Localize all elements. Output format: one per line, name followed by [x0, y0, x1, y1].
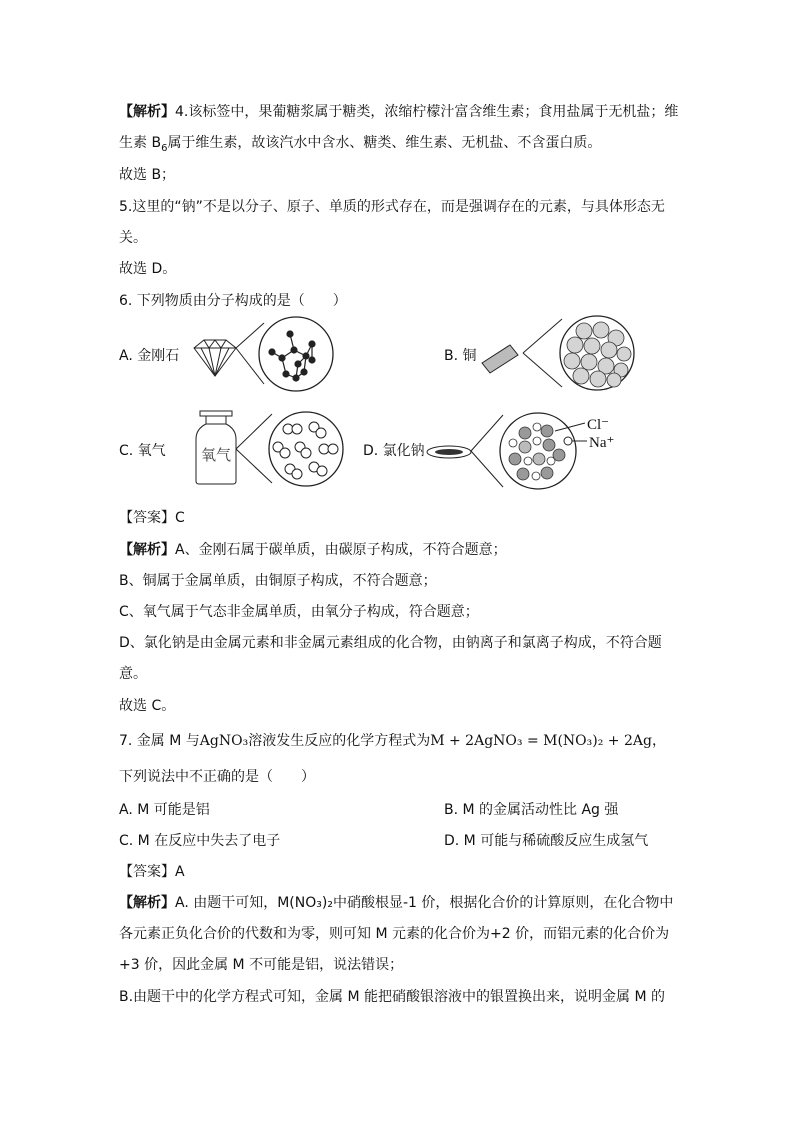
q6-answer: 【答案】C	[119, 510, 185, 526]
q7-reagent: AgNO₃	[199, 733, 249, 749]
q7-answer: 【答案】A	[119, 864, 185, 880]
q7-explanation-a3: +3 价，因此金属 M 不可能是铝，说法错误；	[119, 957, 404, 973]
q6-option-c-label: C. 氧气	[119, 443, 166, 459]
q6-option-b-label: B. 铜	[444, 348, 477, 364]
q6-explanation-b: B、铜属于金属单质，由铜原子构成，不符合题意；	[119, 573, 437, 589]
copper-diagram	[480, 317, 640, 397]
salt-dish-icon	[427, 446, 471, 458]
p1-line4: 5.这里的“钠”不是以分子、原子、单质的形式存在，而是强调存在的元素，与具体形态无	[119, 199, 665, 215]
q7-stem: 7. 金属 M 与AgNO₃溶液发生反应的化学方程式为M + 2AgNO₃ = M(NO₃)₂ + 2Ag，	[119, 733, 666, 749]
q7-option-b: B. M 的金属活动性比 Ag 强	[444, 802, 619, 818]
q7-option-c: C. M 在反应中失去了电子	[119, 833, 281, 849]
q7-explanation-a1: 【解析】A. 由题干可知，M(NO₃)₂中硝酸根显-1 价，根据化合价的计算原则，在化合物中	[119, 895, 674, 911]
analysis-tag: 【解析】	[119, 104, 175, 120]
q7-explanation-a2: 各元素正负化合价的代数和为零，则可知 M 元素的化合价为+2 价，而铝元素的化合价为	[119, 926, 670, 942]
oxygen-diagram	[196, 411, 346, 491]
chloride-ion-label: Cl⁻	[587, 417, 610, 433]
q6-stem: 6. 下列物质由分子构成的是（ ）	[119, 293, 347, 309]
q7-equation: M + 2AgNO₃ = M(NO₃)₂ + 2Ag	[430, 733, 652, 749]
q6-explanation-d2: 意。	[119, 666, 147, 682]
p1-line2: 生素 $B_6$属于维生素，故该汽水中含水、糖类、维生素、无机盐、不含蛋白质。	[119, 135, 602, 154]
p1-line1: 【解析】4.该标签中，果葡糖浆属于糖类，浓缩柠檬汁富含维生素；食用盐属于无机盐；维	[119, 104, 679, 120]
q6-explanation-d1: D、氯化钠是由金属元素和非金属元素组成的化合物，由钠离子和氯离子构成，不符合题	[119, 635, 662, 651]
copper-block-icon	[482, 345, 518, 373]
q6-conclusion: 故选 C。	[119, 698, 176, 714]
q7-option-a: A. M 可能是铝	[119, 802, 210, 818]
p1-line5: 关。	[119, 230, 147, 246]
q6-option-d-label: D. 氯化钠	[363, 443, 425, 459]
q7-option-d: D. M 可能与稀硫酸反应生成氢气	[444, 833, 649, 849]
q7-stem-line2: 下列说法中不正确的是（ ）	[119, 769, 315, 785]
sodium-chloride-diagram	[425, 407, 625, 497]
p1-line6: 故选 D。	[119, 261, 177, 277]
q6-explanation-a: 【解析】A、金刚石属于碳单质，由碳原子构成，不符合题意；	[119, 542, 507, 558]
q6-explanation-c: C、氧气属于气态非金属单质，由氧分子构成，符合题意；	[119, 604, 479, 620]
q6-option-a-label: A. 金刚石	[119, 348, 180, 364]
diamond-diagram	[186, 318, 346, 398]
diamond-icon	[194, 340, 236, 376]
q7-explanation-b1: B.由题干中的化学方程式可知，金属 M 能把硝酸银溶液中的银置换出来，说明金属 M 的	[119, 989, 666, 1005]
p1-line3: 故选 B；	[119, 167, 176, 183]
bottle-label: 氧气	[200, 446, 232, 464]
sodium-ion-label: Na⁺	[589, 435, 615, 451]
